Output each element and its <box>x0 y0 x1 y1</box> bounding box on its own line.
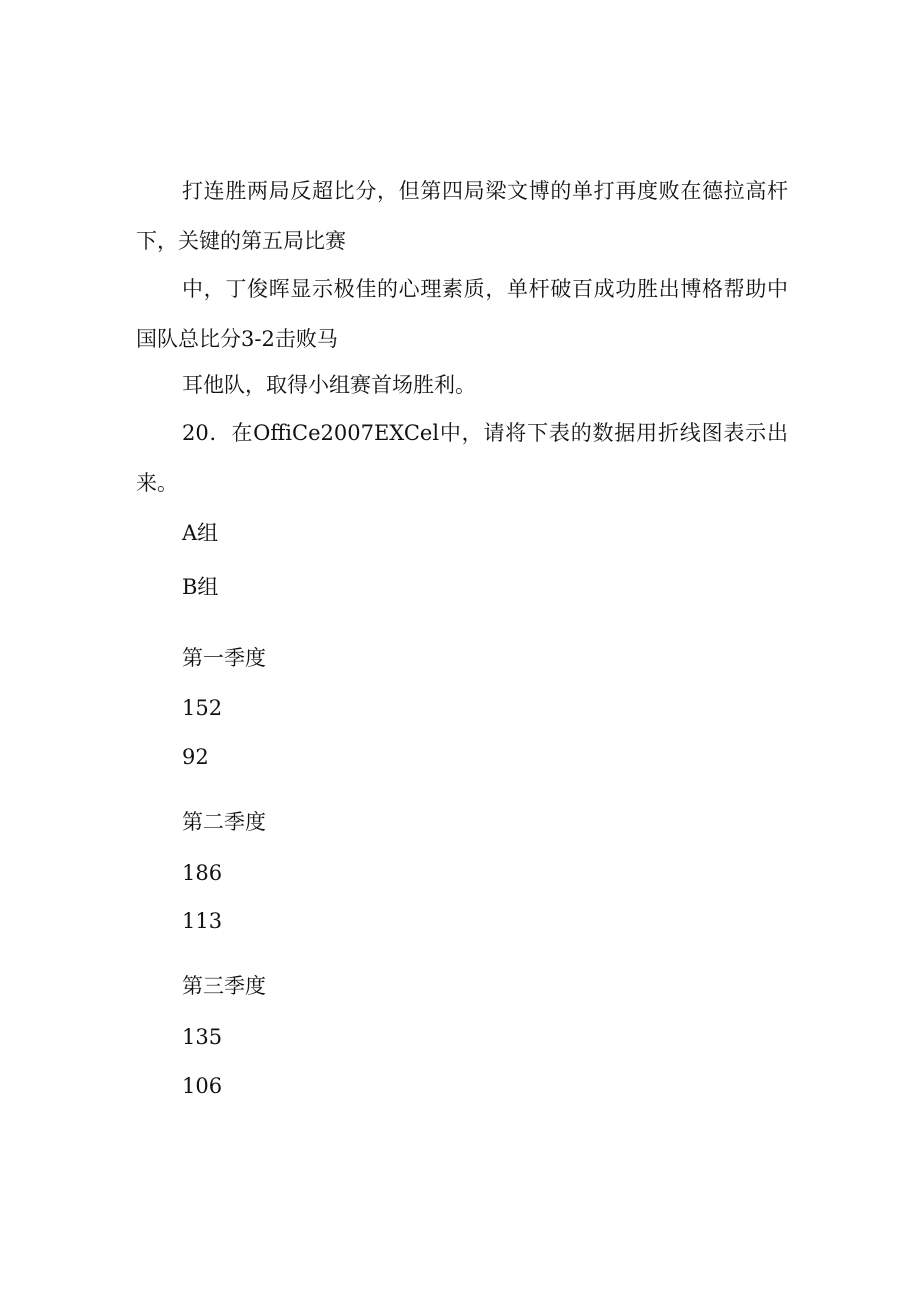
table-value-q2-a: 186 <box>182 861 223 885</box>
paragraph-match-report-2: 中，丁俊晖显示极佳的心理素质，单杆破百成功胜出博格帮助中国队总比分3-2击败马 <box>136 277 788 351</box>
table-label-q2: 第二季度 <box>182 810 266 834</box>
table-value-q3-b: 106 <box>182 1074 223 1098</box>
table-value-q1-b: 92 <box>182 745 209 769</box>
table-value-q3-a: 135 <box>182 1025 223 1049</box>
paragraph-match-report-1: 打连胜两局反超比分，但第四局梁文博的单打再度败在德拉高杆下，关键的第五局比赛 <box>136 179 788 253</box>
table-value-q2-b: 113 <box>182 909 223 933</box>
paragraph-match-report-3: 耳他队，取得小组赛首场胜利。 <box>182 373 476 397</box>
table-label-q3: 第三季度 <box>182 974 266 998</box>
table-label-q1: 第一季度 <box>182 646 266 670</box>
table-label-group-b: B组 <box>182 575 219 599</box>
table-value-q1-a: 152 <box>182 696 223 720</box>
table-label-group-a: A组 <box>182 521 219 545</box>
question-20: 20．在OffiCe2007EXCel中，请将下表的数据用折线图表示出来。 <box>136 421 788 495</box>
